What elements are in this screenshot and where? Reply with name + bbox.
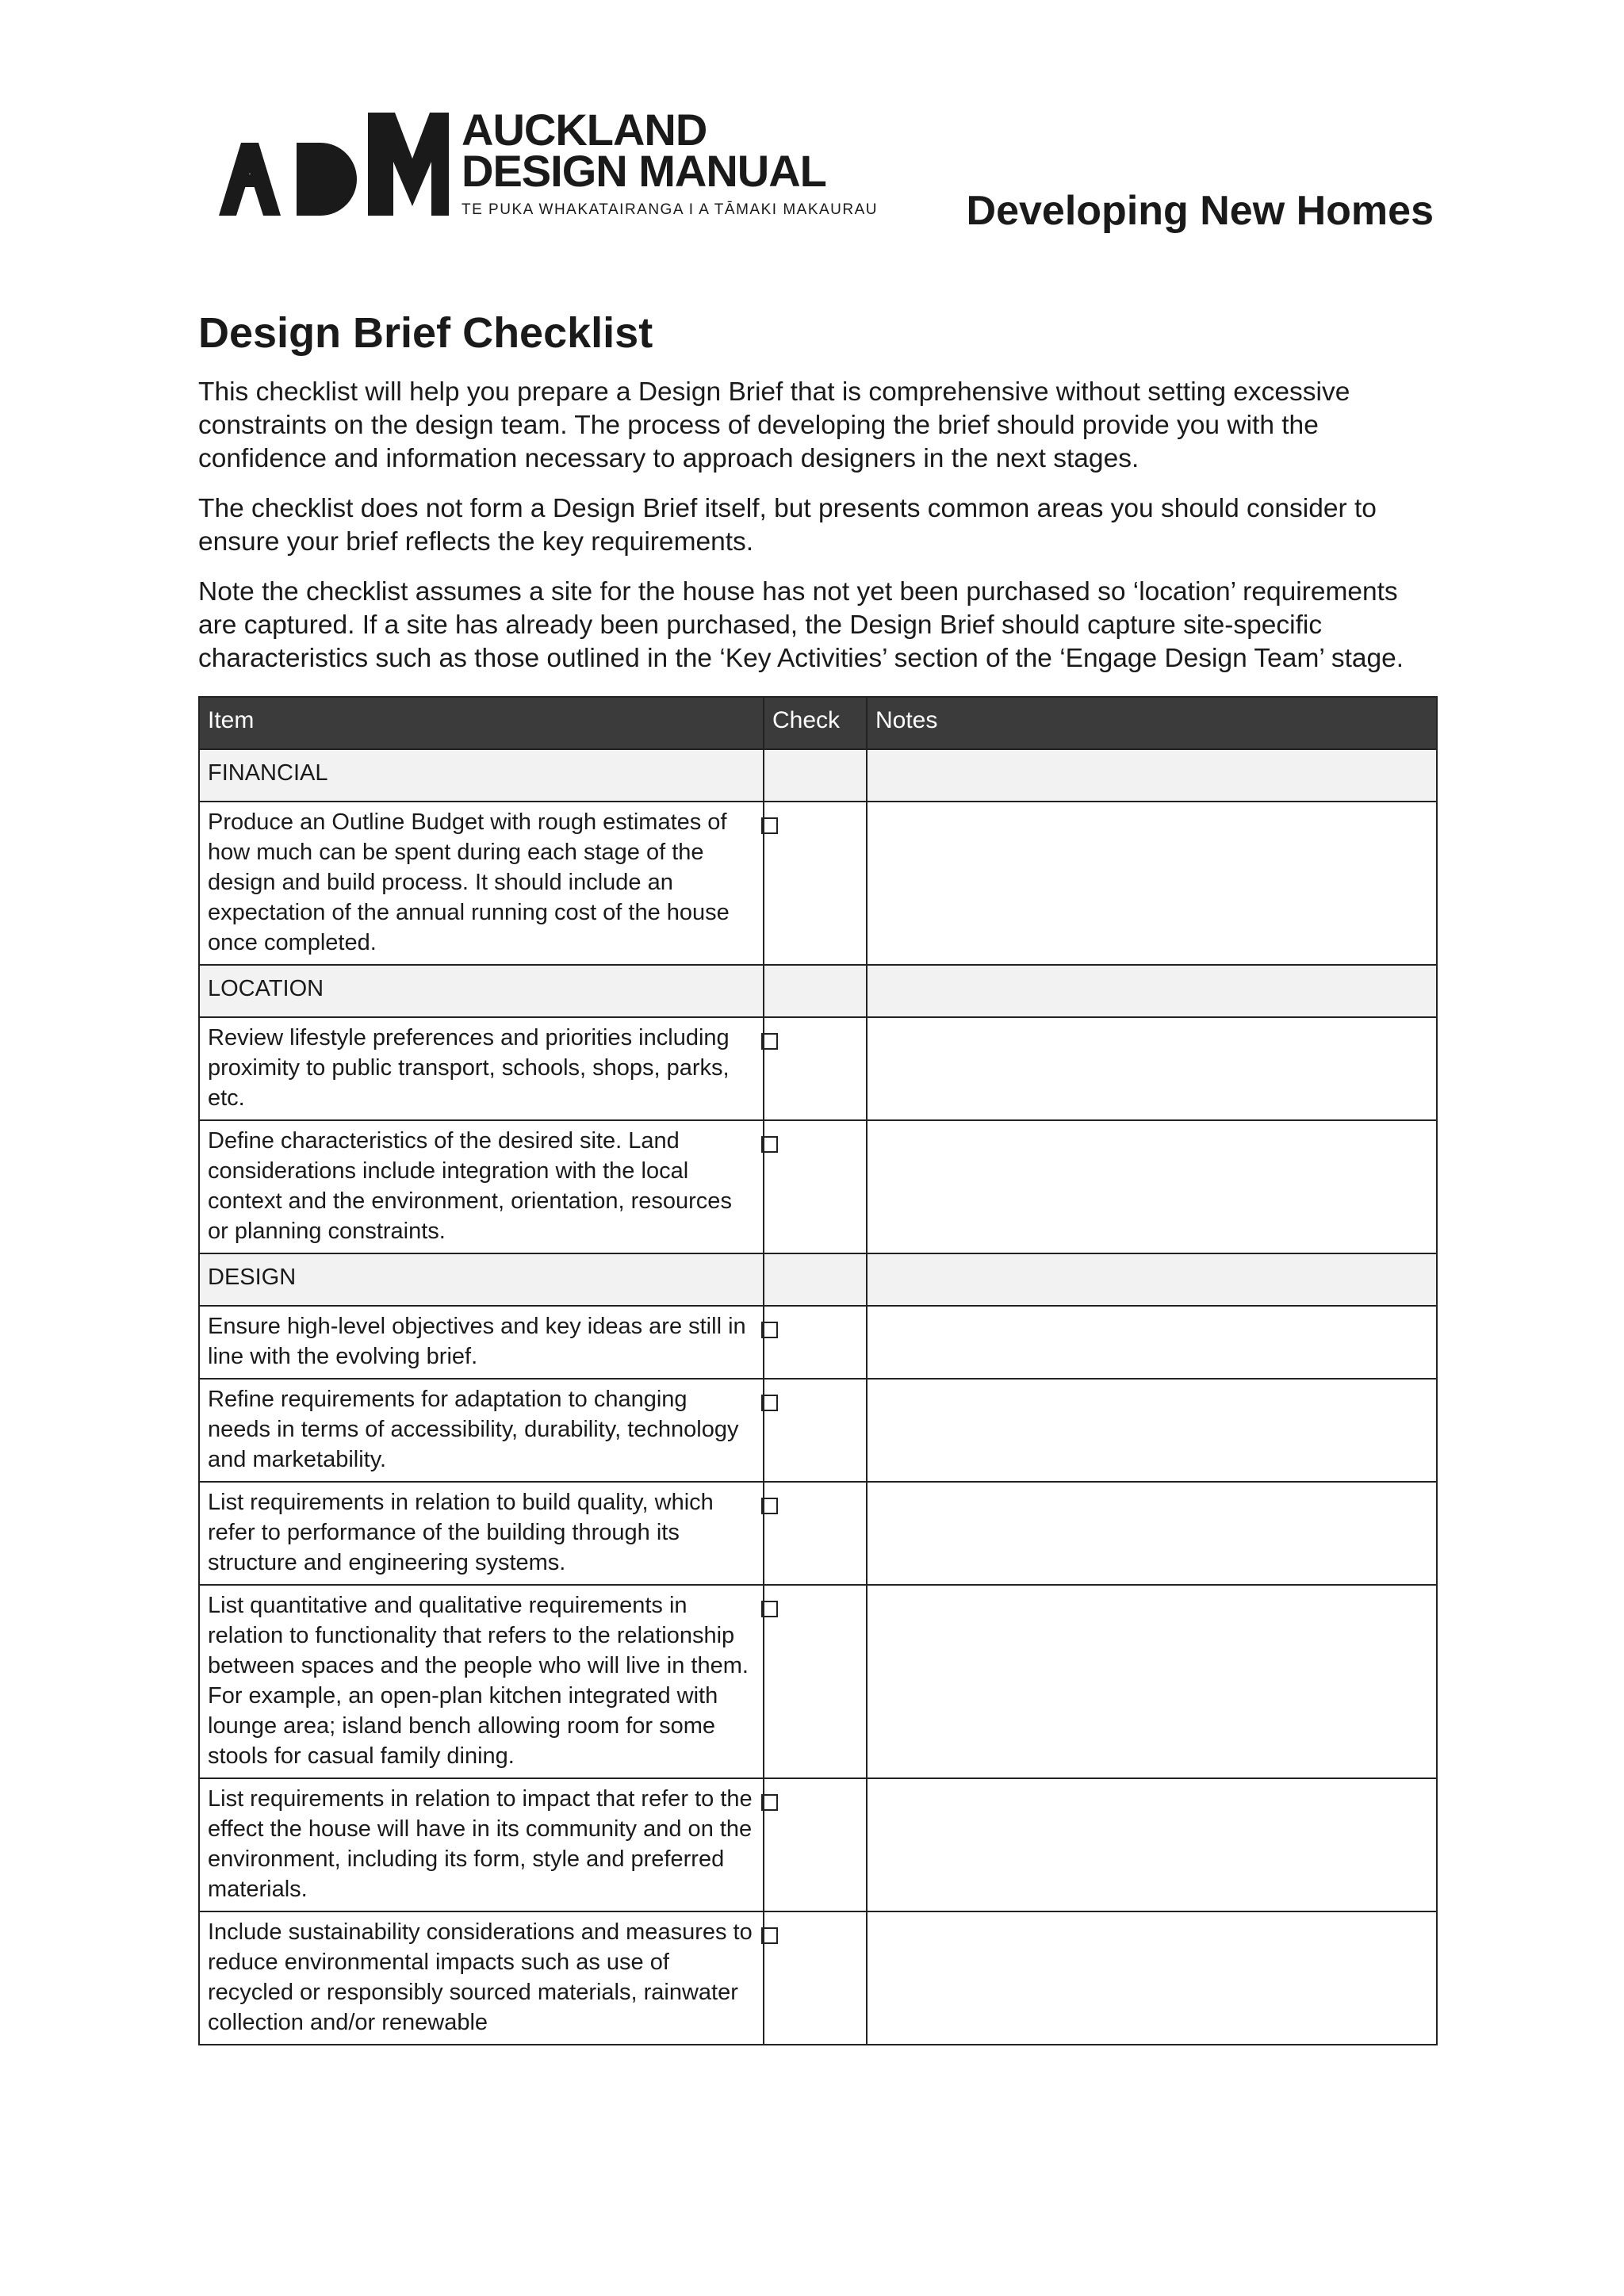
section-check-cell <box>764 965 867 1017</box>
check-cell <box>764 1017 867 1120</box>
intro-paragraph-3: Note the checklist assumes a site for the house has not yet been purchased so ‘location’ requirements are captured. If a site has already been purchased, the Design Brief should capture site-specific characteristics such as those outlined in the ‘Key Activities’ section of the ‘Engage Design Team’ stage. <box>198 577 1404 673</box>
checkbox[interactable] <box>761 1033 778 1050</box>
column-header-notes: Notes <box>867 697 1437 749</box>
section-check-cell <box>764 1253 867 1306</box>
notes-cell[interactable] <box>867 802 1437 965</box>
table-row <box>199 1585 1437 1778</box>
logo-line-1: AUCKLAND <box>462 105 707 155</box>
adm-logo-mark <box>219 113 449 216</box>
notes-cell[interactable] <box>867 1911 1437 2045</box>
intro-paragraph-1: This checklist will help you prepare a Design Brief that is comprehensive without setting excessive constraints on the design team. The process of developing the brief should provide you with the confidence and information necessary to approach designers in the next stages. <box>198 377 1350 473</box>
section-label: LOCATION <box>199 965 764 1017</box>
check-cell <box>764 1585 867 1778</box>
logo-line-2: DESIGN MANUAL <box>462 146 826 196</box>
check-cell <box>764 1379 867 1482</box>
section-row-financial <box>199 749 1437 802</box>
checkbox[interactable] <box>761 1601 778 1617</box>
section-row-design <box>199 1253 1437 1306</box>
item-text: List requirements in relation to impact that refer to the effect the house will have in its community and on the environment, including its form, style and preferred materials. <box>199 1778 764 1911</box>
check-cell <box>764 1306 867 1379</box>
notes-cell[interactable] <box>867 1778 1437 1911</box>
check-cell <box>764 1778 867 1911</box>
item-text: Ensure high-level objectives and key ideas are still in line with the evolving brief. <box>199 1306 764 1379</box>
document-title: Developing New Homes <box>966 188 1434 234</box>
notes-cell[interactable] <box>867 1306 1437 1379</box>
section-check-cell <box>764 749 867 802</box>
section-notes-cell <box>867 1253 1437 1306</box>
item-text: List requirements in relation to build quality, which refer to performance of the building through its structure and engineering systems. <box>199 1482 764 1585</box>
column-header-check: Check <box>764 697 867 749</box>
notes-cell[interactable] <box>867 1482 1437 1585</box>
table-row <box>199 1911 1437 2045</box>
section-row-location <box>199 965 1437 1017</box>
checklist-table <box>198 696 1438 2045</box>
intro-text <box>198 376 1435 692</box>
section-label: DESIGN <box>199 1253 764 1306</box>
checkbox[interactable] <box>761 1395 778 1411</box>
intro-paragraph-2: The checklist does not form a Design Brief itself, but presents common areas you should consider to ensure your brief reflects the key requirements. <box>198 494 1377 557</box>
item-text: Define characteristics of the desired site. Land considerations include integration with the local context and the environment, orientation, resources or planning constraints. <box>199 1120 764 1253</box>
column-header-item: Item <box>199 697 764 749</box>
logo-wordmark <box>462 105 878 219</box>
notes-cell[interactable] <box>867 1120 1437 1253</box>
item-text: Produce an Outline Budget with rough estimates of how much can be spent during each stage of the design and build process. It should include an expectation of the annual running cost of the house once completed. <box>199 802 764 965</box>
checkbox[interactable] <box>761 1322 778 1338</box>
adm-logo <box>219 105 878 228</box>
check-cell <box>764 1120 867 1253</box>
item-text: List quantitative and qualitative requirements in relation to functionality that refers to the relationship between spaces and the people who will live in them. For example, an open-plan kitchen integrated with lounge area; island bench allowing room for some stools for casual family dining. <box>199 1585 764 1778</box>
logo-subtitle: TE PUKA WHAKATAIRANGA I A TĀMAKI MAKAURAU <box>462 201 878 218</box>
table-row <box>199 1306 1437 1379</box>
checkbox[interactable] <box>761 1927 778 1944</box>
notes-cell[interactable] <box>867 1585 1437 1778</box>
section-label: FINANCIAL <box>199 749 764 802</box>
table-row <box>199 1017 1437 1120</box>
item-text: Refine requirements for adaptation to changing needs in terms of accessibility, durability, technology and marketability. <box>199 1379 764 1482</box>
checkbox[interactable] <box>761 1794 778 1811</box>
page-heading: Design Brief Checklist <box>198 309 653 357</box>
notes-cell[interactable] <box>867 1379 1437 1482</box>
table-header-row <box>199 697 1437 749</box>
notes-cell[interactable] <box>867 1017 1437 1120</box>
table-row <box>199 1120 1437 1253</box>
checkbox[interactable] <box>761 1498 778 1514</box>
section-notes-cell <box>867 749 1437 802</box>
section-notes-cell <box>867 965 1437 1017</box>
table-row <box>199 1778 1437 1911</box>
table-row <box>199 1482 1437 1585</box>
item-text: Include sustainability considerations and measures to reduce environmental impacts such as use of recycled or responsibly sourced materials, rainwater collection and/or renewable <box>199 1911 764 2045</box>
table-row <box>199 1379 1437 1482</box>
checkbox[interactable] <box>761 1136 778 1153</box>
checkbox[interactable] <box>761 817 778 834</box>
check-cell <box>764 1911 867 2045</box>
table-row <box>199 802 1437 965</box>
check-cell <box>764 802 867 965</box>
check-cell <box>764 1482 867 1585</box>
item-text: Review lifestyle preferences and priorities including proximity to public transport, schools, shops, parks, etc. <box>199 1017 764 1120</box>
